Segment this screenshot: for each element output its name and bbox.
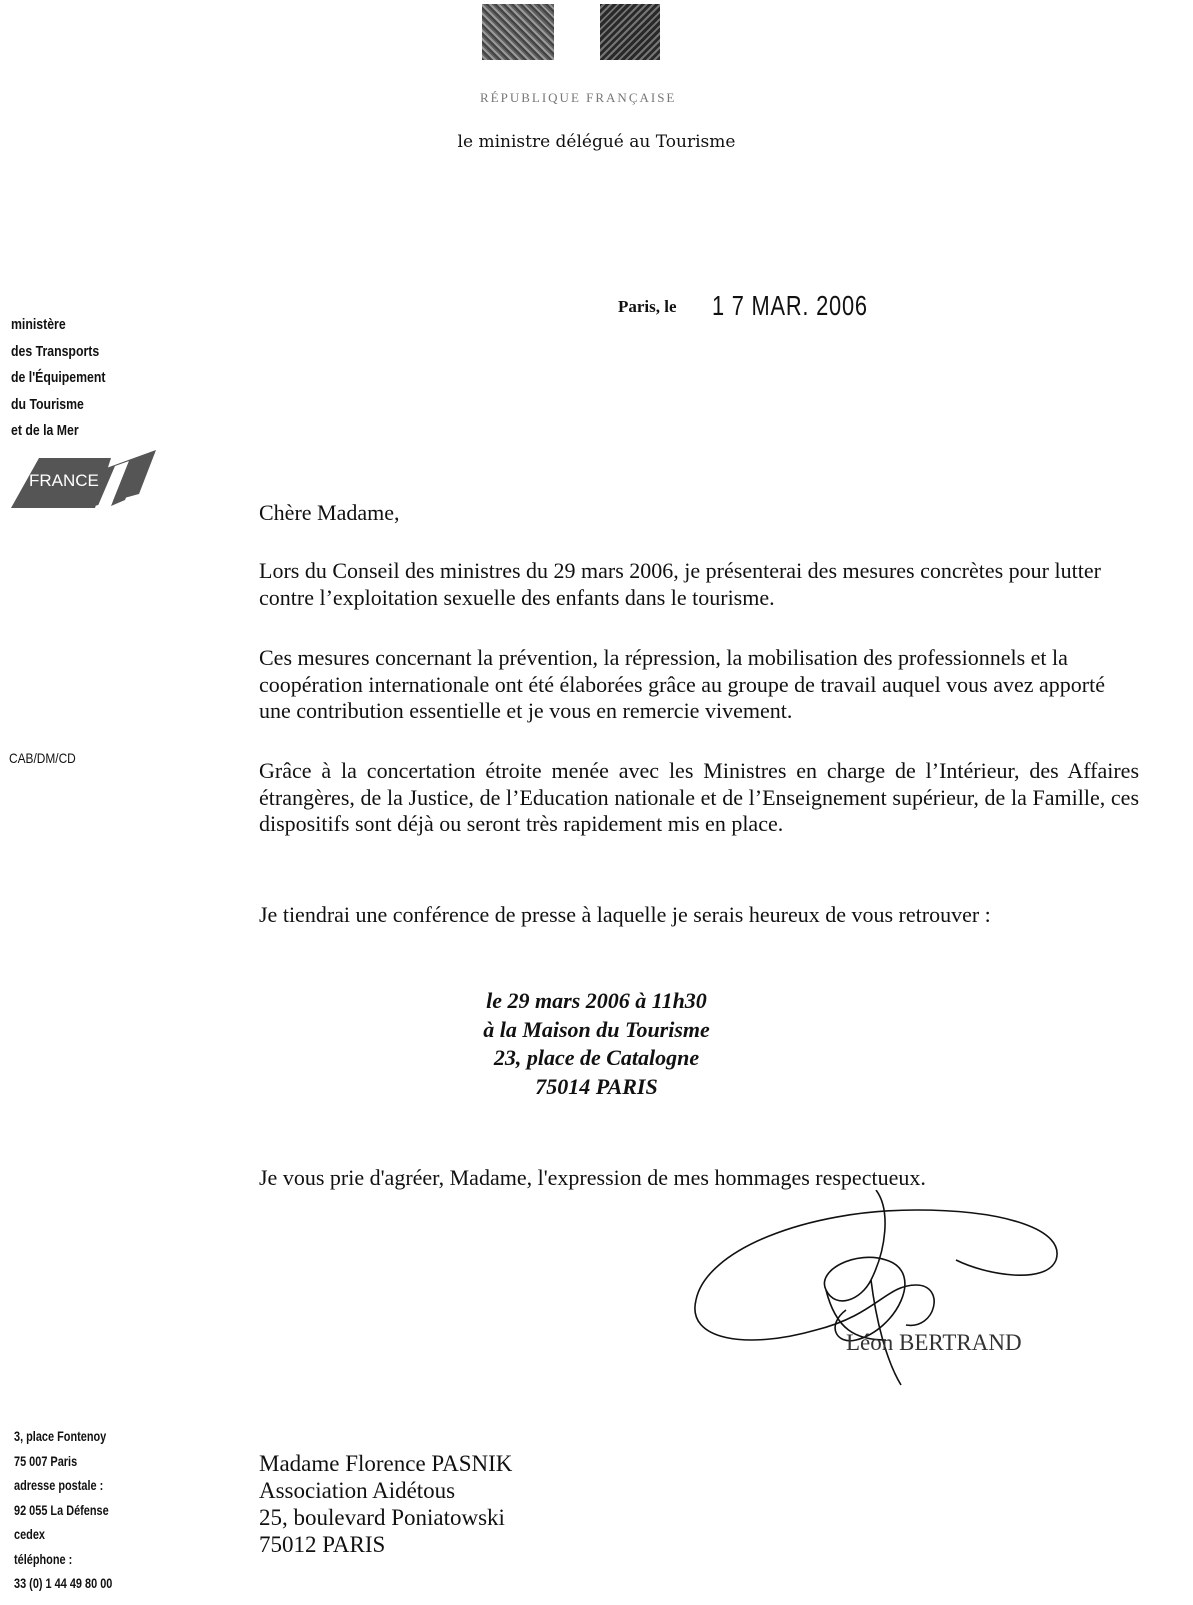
salutation: Chère Madame, — [259, 500, 400, 525]
event-details — [0, 987, 1193, 1101]
paragraph: Ces mesures concernant la prévention, la répression, la mobilisation des professionnels et la coopération internationale ont été élaborées grâce au groupe de travail auquel vous avez apporté une contribution essentielle et je vous en remercie vivement. — [259, 645, 1106, 723]
handwritten-signature — [686, 1190, 1081, 1390]
address-line: adresse postale : — [14, 1477, 104, 1493]
signer-name: Léon BERTRAND — [846, 1330, 1022, 1355]
ministry-name-block — [11, 312, 106, 445]
ministry-line: de l'Équipement — [11, 369, 106, 386]
france-logo — [11, 450, 156, 510]
paragraph: Je tiendrai une conférence de presse à laquelle je serais heureux de vous retrouver : — [259, 902, 991, 927]
ministry-address — [14, 1424, 112, 1596]
recipient-line: Association Aidétous — [259, 1478, 456, 1503]
republic-label: RÉPUBLIQUE FRANÇAISE — [480, 90, 677, 105]
date-label: Paris, le — [618, 297, 677, 316]
closing-formula: Je vous prie d'agréer, Madame, l'expression de mes hommages respectueux. — [259, 1165, 926, 1190]
reference-code: CAB/DM/CD — [9, 750, 76, 766]
event-line: à la Maison du Tourisme — [483, 1016, 710, 1042]
paragraph: Grâce à la concertation étroite menée avec les Ministres en charge de l’Intérieur, des Affaires étrangères, de la Justice, de l’Education nationale et de l’Enseignement supérieur, de la Famille, ces dispositifs sont déjà ou seront très rapidement mis en place. — [259, 758, 1139, 836]
address-line: téléphone : — [14, 1550, 73, 1567]
france-logo-text: FRANCE — [29, 471, 99, 490]
event-line: le 29 mars 2006 à 11h30 — [486, 988, 707, 1013]
recipient-line: 25, boulevard Poniatowski — [259, 1505, 505, 1530]
address-line: 75 007 Paris — [14, 1452, 78, 1469]
ministry-line: du Tourisme — [11, 395, 84, 413]
address-line: cedex — [14, 1526, 45, 1542]
event-line: 75014 PARIS — [535, 1073, 658, 1099]
ministry-line: et de la Mer — [11, 422, 79, 439]
marianne-emblem-right — [600, 4, 660, 60]
address-line: 33 (0) 1 44 49 80 00 — [14, 1575, 113, 1591]
recipient-line: Madame Florence PASNIK — [259, 1451, 513, 1476]
address-line: 92 055 La Défense — [14, 1501, 109, 1518]
ministry-line: ministère — [11, 316, 66, 333]
paragraph: Lors du Conseil des ministres du 29 mars 2006, je présenterai des mesures concrètes pour lutter contre l’exploitation sexuelle des enfants dans le tourisme. — [259, 558, 1101, 610]
address-line: 3, place Fontenoy — [14, 1428, 107, 1444]
marianne-emblem-left — [482, 4, 554, 60]
republic-emblem — [482, 4, 662, 64]
date-stamp: 1 7 MAR. 2006 — [712, 290, 868, 321]
minister-title: le ministre délégué au Tourisme — [457, 132, 736, 152]
event-line: 23, place de Catalogne — [493, 1045, 700, 1070]
recipient-line: 75012 PARIS — [259, 1532, 386, 1557]
ministry-line: des Transports — [11, 342, 100, 360]
recipient-address — [259, 1450, 512, 1558]
